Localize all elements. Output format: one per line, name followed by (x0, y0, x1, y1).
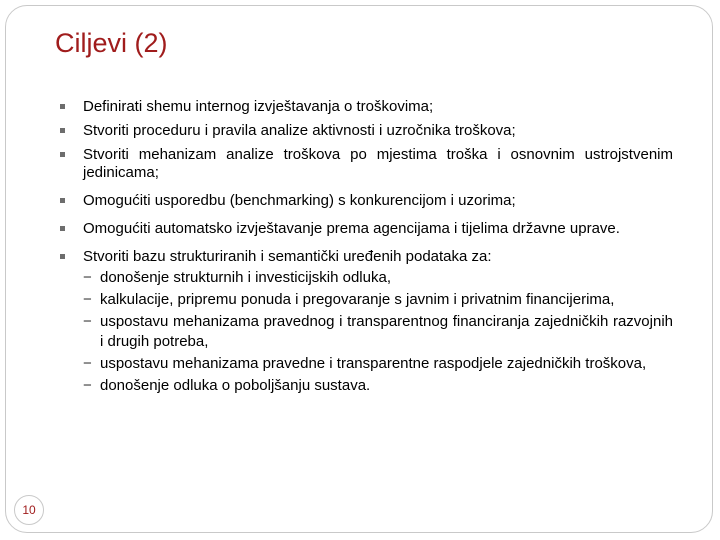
square-bullet-icon (60, 254, 65, 259)
bullet-item (58, 122, 673, 140)
bullet-item (58, 220, 673, 238)
bullet-item (58, 248, 673, 396)
bullet-text: Omogućiti automatsko izvještavanje prema agencijama i tijelima državne uprave. (83, 220, 620, 237)
dash-bullet-icon: − (83, 291, 92, 308)
dash-bullet-icon: − (83, 355, 92, 372)
square-bullet-icon (60, 198, 65, 203)
sub-bullet-item (83, 312, 673, 352)
slide-content (58, 98, 673, 406)
sub-bullet-text: donošenje odluka o poboljšanju sustava. (100, 377, 371, 394)
sub-bullet-item (83, 268, 673, 288)
dash-bullet-icon: − (83, 377, 92, 394)
sub-bullet-text: kalkulacije, pripremu ponuda i pregovaranje s javnim i privatnim financijerima, (100, 291, 615, 308)
sub-bullet-text: uspostavu mehanizama pravednog i transparentnog financiranja zajedničkih razvojnih i drugih potreba, (100, 313, 673, 350)
bullet-item (58, 146, 673, 182)
square-bullet-icon (60, 226, 65, 231)
sub-bullet-list (83, 268, 673, 396)
bullet-text: Stvoriti mehanizam analize troškova po mjestima troška i osnovnim ustrojstvenim jedinicama; (83, 146, 673, 181)
bullet-item (58, 192, 673, 210)
square-bullet-icon (60, 128, 65, 133)
slide-title: Ciljevi (2) (55, 28, 168, 58)
bullet-item (58, 98, 673, 116)
sub-bullet-text: uspostavu mehanizama pravedne i transparentne raspodjele zajedničkih troškova, (100, 355, 647, 372)
bullet-text: Stvoriti proceduru i pravila analize aktivnosti i uzročnika troškova; (83, 122, 516, 139)
sub-bullet-text: donošenje strukturnih i investicijskih odluka, (100, 269, 391, 286)
square-bullet-icon (60, 104, 65, 109)
bullet-text: Stvoriti bazu strukturiranih i semantički uređenih podataka za: (83, 248, 492, 265)
square-bullet-icon (60, 152, 65, 157)
bullet-text: Omogućiti usporedbu (benchmarking) s konkurencijom i uzorima; (83, 192, 516, 209)
sub-bullet-item (83, 290, 673, 310)
dash-bullet-icon: − (83, 313, 92, 330)
sub-bullet-item (83, 354, 673, 374)
dash-bullet-icon: − (83, 269, 92, 286)
bullet-text: Definirati shemu internog izvještavanja o troškovima; (83, 98, 434, 115)
page-number: 10 (14, 495, 44, 525)
sub-bullet-item (83, 376, 673, 396)
